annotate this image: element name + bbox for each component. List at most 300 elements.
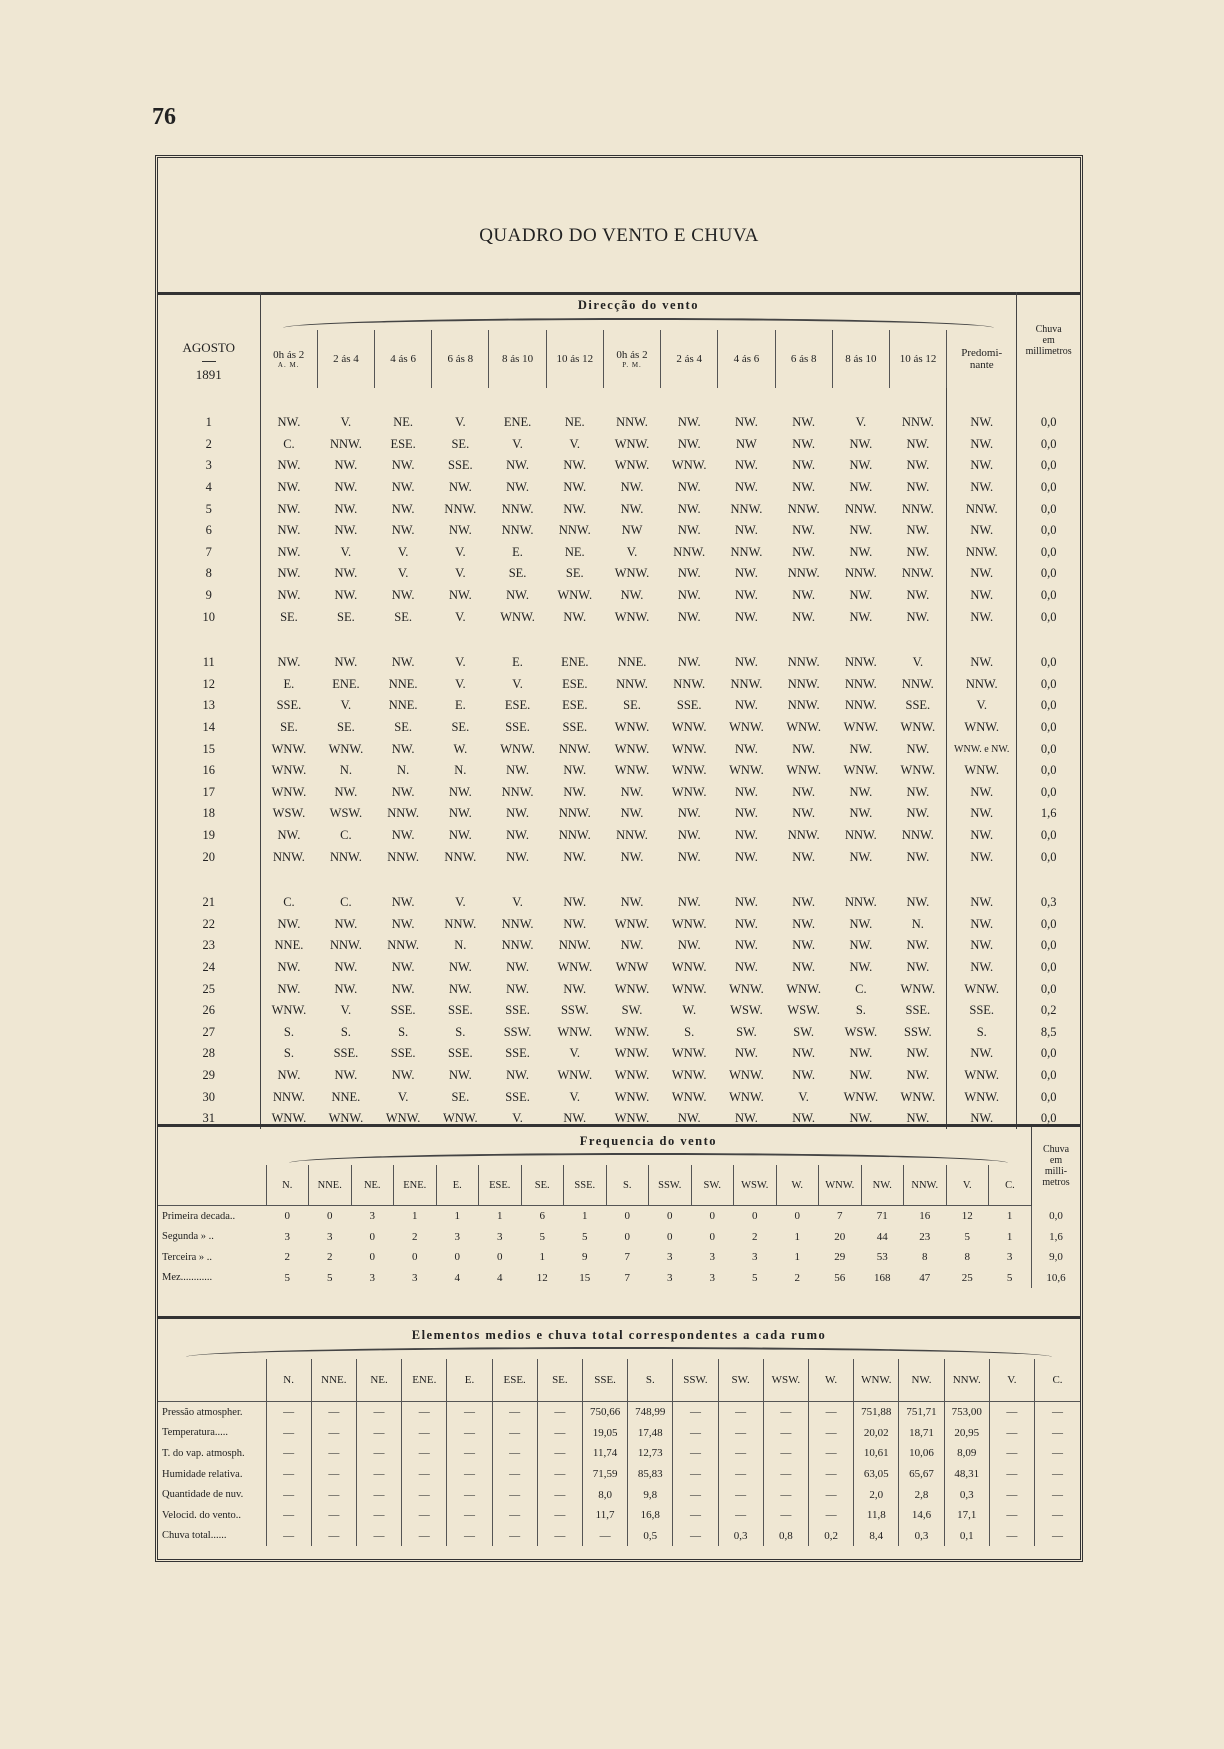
wind-direction-cell: NE. xyxy=(564,415,585,430)
day-cell: 27 xyxy=(158,1021,260,1043)
wind-direction-cell: NW. xyxy=(620,806,644,821)
elem-value: — xyxy=(356,1505,401,1526)
wind-direction-cell: NW. xyxy=(906,436,930,451)
wind-direction-cell: SSE. xyxy=(333,1046,359,1061)
rain-header-line: em xyxy=(1049,1155,1063,1167)
wind-direction-cell: SSE. xyxy=(905,1003,931,1018)
elem-column-header: N. xyxy=(266,1359,311,1402)
elem-value: — xyxy=(537,1464,582,1485)
freq-value: 2 xyxy=(327,1251,333,1264)
predominant-header-line: nante xyxy=(969,359,994,371)
wind-direction-cell: NNW. xyxy=(387,849,420,864)
wind-direction-cell: SSE. xyxy=(505,1046,530,1061)
wind-direction-cell: V. xyxy=(855,415,867,430)
wind-direction-cell: NW. xyxy=(334,1067,358,1082)
wind-direction-cell: NW. xyxy=(677,895,701,910)
wind-direction-cell: NW. xyxy=(792,480,816,495)
freq-column-header: S. xyxy=(606,1165,649,1206)
predominant-cell: NW. xyxy=(947,455,1017,477)
elem-value: 71,59 xyxy=(582,1464,627,1485)
gap-cell xyxy=(1017,868,1080,892)
table-row xyxy=(158,498,1080,520)
wind-direction-cell: NW. xyxy=(849,1067,873,1082)
elem-value: — xyxy=(447,1484,492,1505)
wind-direction-cell: NNW. xyxy=(558,523,591,538)
rain-cell: 0,0 xyxy=(1040,1067,1057,1082)
time-header-label: 8 ás 10 xyxy=(845,353,877,365)
elem-value: 11,7 xyxy=(582,1505,627,1526)
wind-direction-cell: WNW. xyxy=(443,1111,478,1126)
wind-direction-cell: NNW. xyxy=(329,849,362,864)
decade-gap xyxy=(158,868,1080,892)
wind-direction-cell: WNW. xyxy=(671,916,707,931)
wind-direction-cell: NW. xyxy=(792,436,816,451)
wind-direction-cell: WSW. xyxy=(730,1003,763,1018)
wind-direction-cell: NW. xyxy=(906,1067,930,1082)
wind-direction-cell: S. xyxy=(398,1024,409,1039)
wind-direction-cell: NW. xyxy=(792,1046,816,1061)
freq-value: 5 xyxy=(582,1230,588,1243)
wind-direction-cell: SSE. xyxy=(505,1089,530,1104)
wind-direction-cell: NW. xyxy=(792,916,816,931)
row-label: Humidade relativa. xyxy=(162,1468,243,1480)
wind-direction-cell: NW. xyxy=(792,959,816,974)
wind-direction-cell: NW. xyxy=(906,938,930,953)
table-row xyxy=(158,1043,1080,1065)
elem-value: — xyxy=(537,1484,582,1505)
wind-direction-cell: SSE. xyxy=(505,720,530,735)
predominant-cell: WNW. e NW. xyxy=(947,738,1017,760)
wind-direction-cell: NW. xyxy=(677,501,701,516)
time-header-label: 6 ás 8 xyxy=(447,353,474,365)
predominant-cell: NW. xyxy=(947,935,1017,957)
wind-direction-cell: NNW. xyxy=(387,806,420,821)
wind-direction-cell: NW. xyxy=(849,784,873,799)
wind-direction-cell: NW. xyxy=(563,784,587,799)
brace-arc xyxy=(283,318,993,328)
freq-value: 0 xyxy=(369,1251,375,1264)
table-row xyxy=(158,825,1080,847)
time-header-label: 8 ás 10 xyxy=(501,353,534,365)
day-cell: 10 xyxy=(158,606,260,628)
wind-direction-cell: NW. xyxy=(334,959,358,974)
rain-cell: 0,0 xyxy=(1040,741,1057,756)
table-row xyxy=(158,1206,1080,1227)
freq-rain: 1,6 xyxy=(1031,1227,1080,1248)
wind-direction-cell: WNW. xyxy=(271,1111,307,1126)
wind-direction-cell: WNW. xyxy=(614,916,650,931)
elem-value: — xyxy=(311,1402,356,1423)
wind-direction-cell: NW. xyxy=(906,1111,930,1126)
freq-column-header: NNW. xyxy=(904,1165,947,1206)
rain-cell: 0,0 xyxy=(1040,1046,1057,1061)
gap-cell xyxy=(1017,628,1080,652)
wind-direction-cell: NNW. xyxy=(616,415,648,430)
wind-direction-cell: SE. xyxy=(451,720,470,735)
wind-direction-cell: NW. xyxy=(277,480,301,495)
freq-value: 0 xyxy=(624,1230,630,1243)
wind-direction-cell: NW. xyxy=(906,806,930,821)
elem-value: — xyxy=(763,1505,808,1526)
freq-value: 3 xyxy=(667,1271,673,1284)
wind-direction-cell: NW. xyxy=(334,588,358,603)
freq-column-header: NNE. xyxy=(309,1165,352,1206)
freq-value: 2 xyxy=(794,1271,800,1284)
wind-direction-cell: WNW. xyxy=(557,1024,593,1039)
freq-value: 23 xyxy=(919,1230,931,1243)
rain-cell: 0,0 xyxy=(1040,1111,1057,1126)
wind-direction-cell: NNW. xyxy=(501,784,534,799)
freq-rain: 0,0 xyxy=(1031,1206,1080,1227)
elem-value: — xyxy=(673,1464,718,1485)
table-row xyxy=(158,1247,1080,1268)
wind-direction-cell: NNW. xyxy=(730,501,763,516)
wind-direction-cell: NW. xyxy=(906,609,930,624)
elem-value: — xyxy=(763,1464,808,1485)
freq-value: 0 xyxy=(667,1230,673,1243)
wind-direction-cell: WNW. xyxy=(671,959,707,974)
elem-value: — xyxy=(266,1526,311,1547)
wind-direction-cell: S. xyxy=(283,1024,294,1039)
wind-direction-cell: NW. xyxy=(506,480,529,495)
predominant-cell: NNW. xyxy=(947,498,1017,520)
elem-value: — xyxy=(989,1526,1034,1547)
predominant-cell: NW. xyxy=(947,913,1017,935)
elem-column-header: S. xyxy=(628,1359,673,1402)
rain-cell: 0,0 xyxy=(1040,959,1057,974)
elem-column-header: E. xyxy=(447,1359,492,1402)
elem-value: — xyxy=(763,1423,808,1444)
wind-direction-cell: WNW. xyxy=(328,741,364,756)
wind-direction-cell: SE. xyxy=(451,436,470,451)
wind-direction-cell: NW. xyxy=(906,588,930,603)
gap-cell xyxy=(260,868,947,892)
freq-value: 0 xyxy=(412,1251,418,1264)
gap-cell xyxy=(947,628,1017,652)
wind-direction-cell: NW. xyxy=(849,523,873,538)
day-cell: 4 xyxy=(158,477,260,499)
wind-direction-cell: NW. xyxy=(677,938,701,953)
predominant-cell: NNW. xyxy=(947,542,1017,564)
predominant-cell: SSE. xyxy=(947,1000,1017,1022)
wind-direction-cell: NNW. xyxy=(787,566,820,581)
table-row xyxy=(158,542,1080,564)
elem-value: 85,83 xyxy=(628,1464,673,1485)
wind-direction-cell: NW. xyxy=(391,1067,415,1082)
wind-direction-cell: NNW. xyxy=(501,916,534,931)
wind-direction-cell: WNW. xyxy=(557,959,593,974)
wind-direction-cell: V. xyxy=(798,1089,809,1104)
table-row xyxy=(158,477,1080,499)
freq-value: 29 xyxy=(834,1251,846,1264)
elem-value: — xyxy=(537,1443,582,1464)
freq-value: 20 xyxy=(834,1230,846,1243)
freq-value: 2 xyxy=(284,1251,290,1264)
freq-value: 1 xyxy=(794,1251,800,1264)
wind-direction-cell: V. xyxy=(340,1003,352,1018)
wind-direction-cell: SSW. xyxy=(503,1024,532,1039)
wind-direction-cell: SSE. xyxy=(448,1046,473,1061)
freq-value: 0 xyxy=(794,1210,800,1223)
wind-direction-cell: WNW. xyxy=(900,1089,936,1104)
wind-direction-cell: NNW. xyxy=(273,1089,305,1104)
freq-value: 5 xyxy=(539,1230,545,1243)
table-row xyxy=(158,520,1080,542)
wind-direction-cell: V. xyxy=(512,895,523,910)
table-row xyxy=(158,606,1080,628)
elem-value: — xyxy=(1035,1464,1081,1485)
time-header-label: 0h ás 2 xyxy=(273,349,305,361)
wind-direction-cell: WNW. xyxy=(671,741,707,756)
rain-cell: 0,0 xyxy=(1040,720,1057,735)
wind-direction-cell: NNE. xyxy=(274,938,304,953)
wind-direction-cell: WNW. xyxy=(671,458,707,473)
wind-direction-cell: WNW. xyxy=(729,763,764,778)
elem-value: — xyxy=(356,1484,401,1505)
day-cell: 17 xyxy=(158,782,260,804)
elem-column-header: SE. xyxy=(537,1359,582,1402)
wind-direction-cell: C. xyxy=(855,981,867,996)
elem-value: — xyxy=(447,1505,492,1526)
brace-arc xyxy=(289,1153,1008,1163)
freq-value: 9 xyxy=(582,1251,588,1264)
freq-column-header: V. xyxy=(946,1165,989,1206)
elem-value: 17,48 xyxy=(628,1423,673,1444)
freq-value: 3 xyxy=(369,1271,375,1284)
wind-direction-cell: NW. xyxy=(391,480,415,495)
elem-value: — xyxy=(808,1423,853,1444)
wind-direction-cell: WNW. xyxy=(786,720,821,735)
elem-value: — xyxy=(492,1402,537,1423)
elem-value: — xyxy=(989,1443,1034,1464)
elem-section-header xyxy=(158,1318,1080,1360)
elem-value: 20,95 xyxy=(944,1423,989,1444)
wind-direction-cell: N. xyxy=(397,763,410,778)
wind-direction-cell: WNW. xyxy=(614,1046,650,1061)
table-row xyxy=(158,935,1080,957)
wind-direction-cell: NW. xyxy=(735,938,758,953)
wind-direction-cell: NNW. xyxy=(616,676,648,691)
wind-direction-cell: V. xyxy=(512,1111,523,1126)
wind-direction-cell: NW. xyxy=(735,806,758,821)
elem-value: 0,1 xyxy=(944,1526,989,1547)
table-row xyxy=(158,563,1080,585)
wind-direction-cell: NW. xyxy=(620,588,644,603)
wind-direction-cell: NW. xyxy=(391,501,415,516)
wind-direction-cell: WNW. xyxy=(271,784,307,799)
elem-value: — xyxy=(989,1423,1034,1444)
predominant-cell: NW. xyxy=(947,585,1017,607)
elem-value: — xyxy=(763,1402,808,1423)
freq-value: 0 xyxy=(752,1210,758,1223)
predominant-cell: V. xyxy=(947,695,1017,717)
elem-value: 65,67 xyxy=(899,1464,944,1485)
table-row xyxy=(158,1268,1080,1289)
wind-direction-cell: E. xyxy=(454,698,466,713)
wind-direction-cell: NW. xyxy=(849,458,873,473)
wind-direction-cell: NNW. xyxy=(501,523,534,538)
freq-value: 25 xyxy=(961,1271,973,1284)
wind-direction-cell: NW. xyxy=(677,655,701,670)
wind-direction-cell: NW. xyxy=(849,959,873,974)
freq-label-header xyxy=(158,1165,266,1206)
gap-cell xyxy=(260,388,947,412)
wind-direction-cell: WNW. xyxy=(729,981,764,996)
wind-direction-cell: NNW. xyxy=(387,938,420,953)
day-cell: 12 xyxy=(158,674,260,696)
wind-direction-cell: V. xyxy=(569,436,581,451)
wind-direction-cell: NW. xyxy=(792,784,816,799)
elem-value: 10,61 xyxy=(854,1443,899,1464)
freq-value: 7 xyxy=(624,1251,630,1264)
predominant-header xyxy=(947,330,1017,388)
wind-direction-cell: NW. xyxy=(391,458,415,473)
wind-direction-cell: NW. xyxy=(849,436,873,451)
wind-direction-cell: WNW. xyxy=(614,1089,650,1104)
elem-value: 16,8 xyxy=(628,1505,673,1526)
wind-direction-cell: NW. xyxy=(563,895,587,910)
day-cell: 21 xyxy=(158,892,260,914)
elem-value: — xyxy=(537,1505,582,1526)
wind-direction-cell: E. xyxy=(283,676,295,691)
wind-direction-cell: SE. xyxy=(280,609,298,624)
wind-direction-cell: C. xyxy=(340,827,352,842)
wind-direction-cell: NW. xyxy=(277,981,301,996)
wind-direction-cell: V. xyxy=(455,609,466,624)
wind-direction-cell: NNW. xyxy=(616,827,648,842)
freq-value: 3 xyxy=(1006,1251,1013,1264)
elem-value: — xyxy=(1035,1505,1081,1526)
elem-value: — xyxy=(447,1526,492,1547)
wind-direction-cell: NW. xyxy=(448,523,472,538)
table-row xyxy=(158,412,1080,434)
elem-value: — xyxy=(673,1505,718,1526)
wind-direction-cell: WNW xyxy=(615,959,649,974)
wind-direction-cell: SE. xyxy=(623,698,641,713)
day-cell: 22 xyxy=(158,913,260,935)
row-label: Terceira » .. xyxy=(162,1251,212,1263)
wind-direction-cell: NW. xyxy=(448,806,472,821)
elem-value: — xyxy=(1035,1423,1081,1444)
wind-direction-cell: NW. xyxy=(906,895,930,910)
wind-direction-cell: NW. xyxy=(277,588,301,603)
wind-direction-cell: NW. xyxy=(677,849,701,864)
wind-direction-cell: NW. xyxy=(277,501,301,516)
rain-header-line: Chuva xyxy=(1035,323,1062,335)
wind-direction-cell: WNW. xyxy=(500,741,535,756)
elem-value: — xyxy=(763,1484,808,1505)
wind-direction-cell: NW. xyxy=(391,523,415,538)
predominant-cell: NW. xyxy=(947,957,1017,979)
wind-direction-cell: NW. xyxy=(735,480,758,495)
table-row xyxy=(158,717,1080,739)
wind-direction-cell: NW. xyxy=(448,588,472,603)
table-row xyxy=(158,913,1080,935)
wind-direction-cell: SW. xyxy=(736,1024,757,1039)
elem-value: — xyxy=(492,1505,537,1526)
wind-direction-cell: NW. xyxy=(391,784,415,799)
wind-direction-cell: NW. xyxy=(849,806,873,821)
elem-value: — xyxy=(808,1484,853,1505)
wind-direction-cell: NW. xyxy=(506,806,529,821)
wind-direction-cell: NW. xyxy=(448,959,472,974)
decade-gap xyxy=(158,388,1080,412)
wind-direction-cell: NW. xyxy=(735,741,758,756)
freq-value: 2 xyxy=(752,1230,758,1243)
elem-column-header: WSW. xyxy=(763,1359,808,1402)
row-label: T. do vap. atmosph. xyxy=(162,1447,245,1459)
wind-direction-cell: NE. xyxy=(564,544,585,559)
elem-value: 0,5 xyxy=(628,1526,673,1547)
wind-direction-cell: N. xyxy=(339,763,352,778)
table-row xyxy=(158,846,1080,868)
elem-column-header: NE. xyxy=(356,1359,401,1402)
wind-direction-cell: NNW. xyxy=(558,741,591,756)
wind-direction-cell: NNW. xyxy=(787,655,820,670)
wind-direction-cell: N. xyxy=(911,916,924,931)
wind-direction-cell: NW. xyxy=(735,698,758,713)
freq-value: 1 xyxy=(454,1210,460,1223)
predominant-cell: NW. xyxy=(947,892,1017,914)
wind-direction-cell: WNW. xyxy=(900,720,936,735)
wind-direction-cell: SE. xyxy=(337,609,355,624)
elem-value: — xyxy=(718,1443,763,1464)
freq-value: 12 xyxy=(536,1271,548,1284)
wind-direction-cell: NW. xyxy=(620,938,644,953)
wind-direction-cell: NW. xyxy=(906,544,930,559)
predominant-cell: NW. xyxy=(947,803,1017,825)
wind-direction-cell: NW. xyxy=(735,1046,758,1061)
freq-value: 71 xyxy=(876,1210,888,1223)
time-header xyxy=(317,330,374,388)
wind-direction-cell: WNW. xyxy=(671,1089,707,1104)
wind-direction-cell: NNW. xyxy=(673,544,706,559)
elem-column-header: W. xyxy=(808,1359,853,1402)
wind-direction-cell: NW. xyxy=(448,827,472,842)
wind-direction-cell: NW. xyxy=(906,849,930,864)
elem-value: — xyxy=(266,1402,311,1423)
wind-direction-cell: WNW. xyxy=(671,981,707,996)
rain-cell: 0,0 xyxy=(1040,415,1057,430)
freq-value: 8 xyxy=(922,1251,928,1264)
wind-direction-cell: WNW. xyxy=(671,784,707,799)
wind-direction-cell: NW. xyxy=(506,827,529,842)
wind-direction-cell: NNW. xyxy=(273,849,305,864)
elem-value: — xyxy=(356,1464,401,1485)
elem-value: — xyxy=(266,1505,311,1526)
elem-value: — xyxy=(492,1484,537,1505)
elem-value: — xyxy=(311,1443,356,1464)
wind-direction-cell: NW. xyxy=(906,741,930,756)
wind-direction-cell: WNW. xyxy=(900,981,936,996)
wind-direction-cell: W. xyxy=(682,1003,697,1018)
time-header-label: 10 ás 12 xyxy=(899,353,937,365)
rain-header xyxy=(1017,292,1080,388)
wind-direction-cell: NW. xyxy=(506,588,529,603)
wind-direction-cell: NNW. xyxy=(787,827,820,842)
wind-direction-cell: NW. xyxy=(448,1067,472,1082)
data-frame xyxy=(155,155,1083,1562)
wind-direction-cell: WSW. xyxy=(787,1003,820,1018)
freq-value: 0 xyxy=(667,1210,673,1223)
wind-direction-cell: NW. xyxy=(391,916,415,931)
elem-value: — xyxy=(356,1402,401,1423)
wind-direction-cell: NNW. xyxy=(901,501,934,516)
freq-value: 4 xyxy=(454,1271,460,1284)
wind-direction-cell: C. xyxy=(283,436,295,451)
freq-rain-header xyxy=(1031,1126,1080,1206)
wind-direction-cell: WNW. xyxy=(271,1003,307,1018)
